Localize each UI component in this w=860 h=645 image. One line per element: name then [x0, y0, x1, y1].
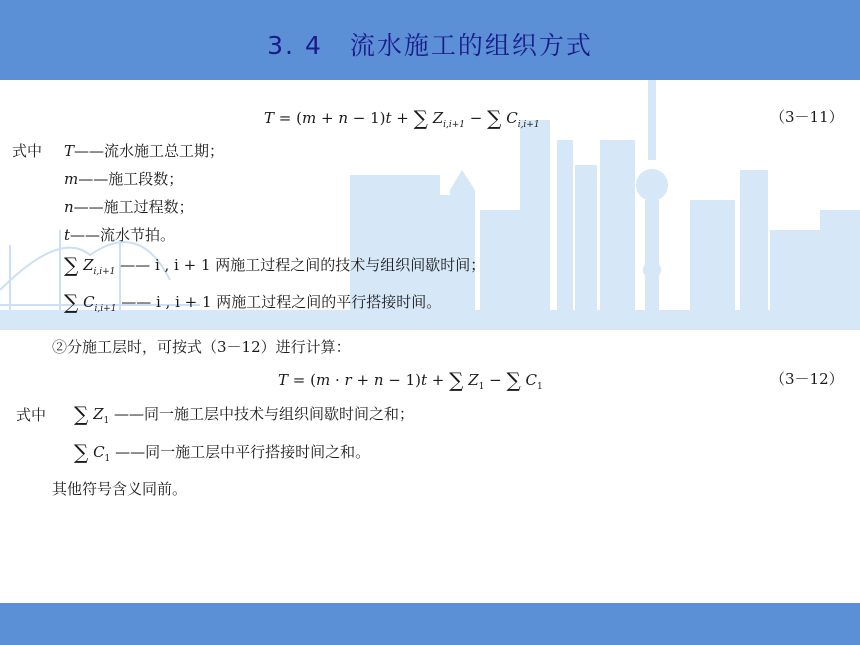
equation-number-3-12: （3－12）	[770, 370, 844, 388]
other-symbols-note: 其他符号含义同前。	[52, 480, 188, 498]
footer-bar	[0, 603, 860, 645]
definition-T: T——流水施工总工期；	[64, 142, 225, 160]
definition-m: m——施工段数；	[64, 170, 184, 188]
equation-number-3-11: （3－11）	[770, 108, 844, 126]
equation-3-12: T = (m · r + n − 1)t + ∑ $Z_1$ − ∑ $C_1$	[278, 368, 543, 392]
definition-n: n——施工过程数；	[64, 198, 194, 216]
where-label-2: 式中	[16, 406, 47, 424]
definition-sum-C1: ∑ $C_1$ ——同一施工层中平行搭接时间之和。	[74, 440, 371, 464]
definition-t: t——流水节拍。	[64, 226, 176, 244]
definition-sum-Z1: ∑ $Z_1$ ——同一施工层中技术与组织间歇时间之和；	[74, 402, 415, 426]
equation-3-11: T = (m + n − 1)t + ∑ $Z_{i,i+1}$ − ∑ $C_{i,i+1}$	[264, 106, 540, 130]
slide-title: 3. 4 流水施工的组织方式	[267, 31, 593, 60]
definition-sum-Z: ∑ $Z_{i,i+1}$ —— i , i + 1 两施工过程之间的技术与组织间歇时间；	[64, 253, 486, 277]
case-2-intro: ②分施工层时，可按式（3－12）进行计算：	[52, 338, 351, 356]
definition-sum-C: ∑ $C_{i,i+1}$ —— i , i + 1 两施工过程之间的平行搭接时间。	[64, 290, 442, 314]
where-label: 式中	[12, 142, 43, 160]
